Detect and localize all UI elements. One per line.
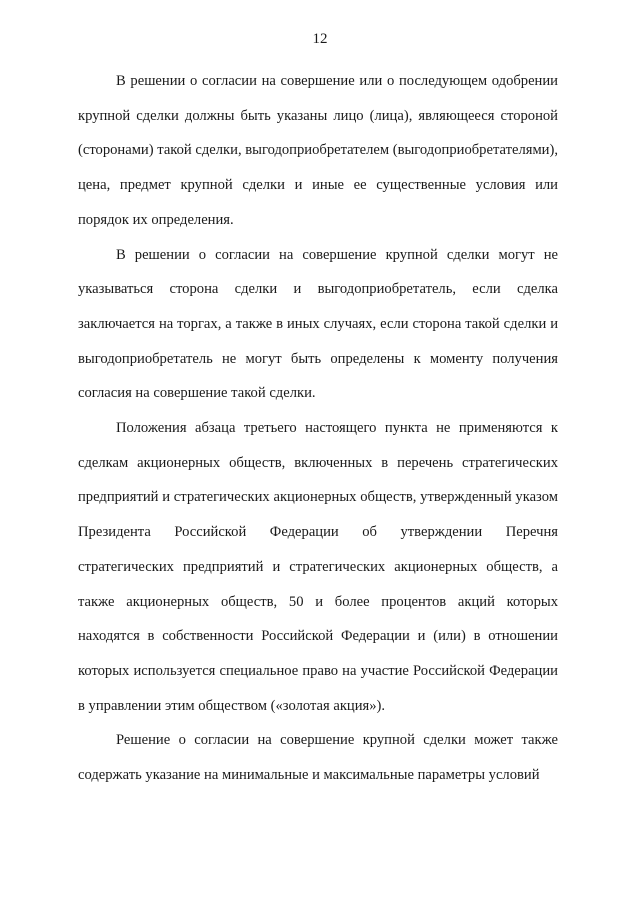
page-number: 12 bbox=[312, 31, 328, 47]
paragraph-approval-decision-content: В решении о согласии на совершение или о последующем одобрении крупной сделки должны быть указаны лицо (лица), являющееся стороной (сторонами) такой сделки, выгодоприобретателем (выгодоприобретателями), цена, предмет крупной сделки и иные ее существенные условия или порядок их определения. bbox=[78, 73, 558, 228]
paragraph-party-not-specified: В решении о согласии на совершение крупной сделки могут не указываться сторона сделки и выгодоприобретатель, если сделка заключается на торгах, а также в иных случаях, если сторона такой сделки и выгодоприобретатель не могут быть определены к моменту получения согласия на совершение такой сделки. bbox=[78, 246, 558, 402]
paragraph-min-max-parameters: Решение о согласии на совершение крупной сделки может также содержать указание на минимальные и максимальные параметры условий bbox=[78, 732, 558, 784]
paragraph-strategic-companies-exception: Положения абзаца третьего настоящего пункта не применяются к сделкам акционерных обществ, включенных в перечень стратегических предприятий и стратегических акционерных обществ, утвержденный указом Президента Российской Федерации об утверждении Перечня стратегических предприятий и стратегических акционерных обществ, а также акционерных обществ, 50 и более процентов акций которых находятся в собственности Российской Федерации и (или) в отношении которых используется специальное право на участие Российской Федерации в управлении этим обществом («золотая акция»). bbox=[78, 420, 558, 714]
document-body bbox=[78, 64, 558, 793]
